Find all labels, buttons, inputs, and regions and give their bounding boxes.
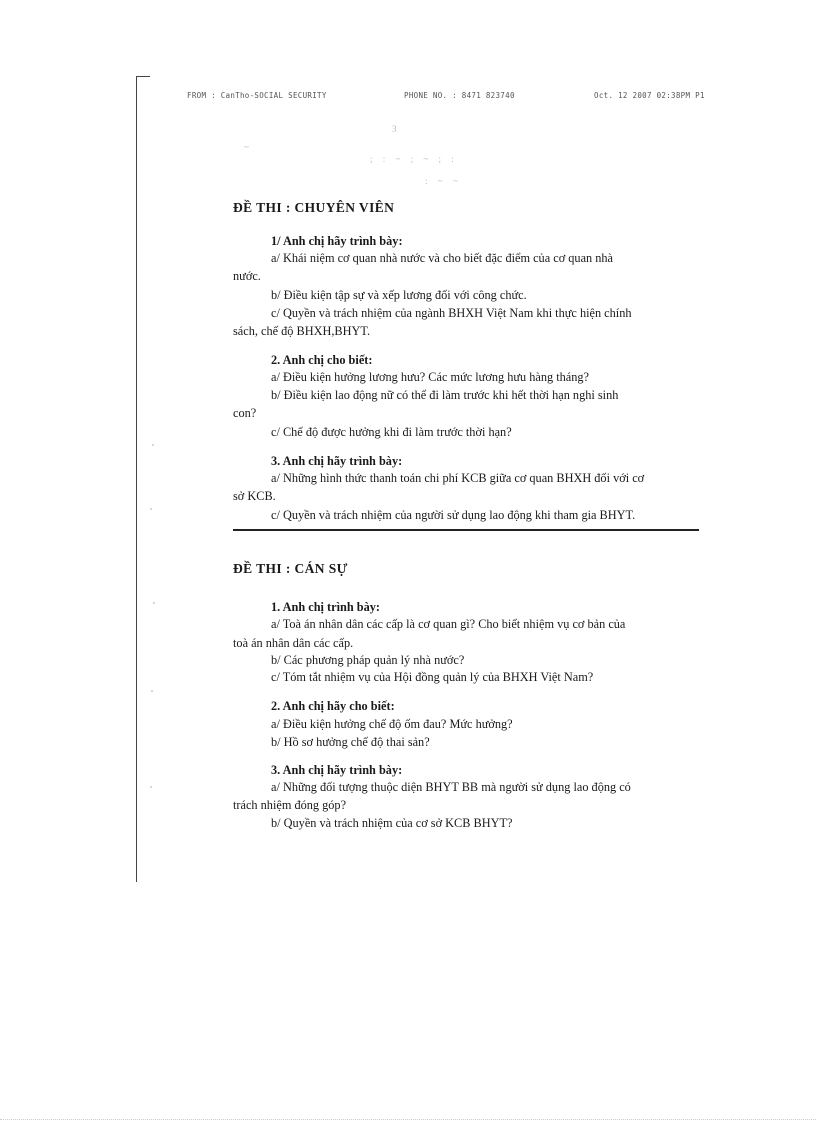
scan-bottom-edge	[0, 1119, 816, 1121]
question-heading: 3. Anh chị hãy trình bày:	[271, 763, 403, 777]
scan-speck	[152, 444, 154, 446]
question-line: a/ Những đối tượng thuộc diện BHYT BB mà người sử dụng lao động có	[271, 780, 631, 794]
scan-speck	[153, 602, 155, 604]
scan-page-corner	[136, 76, 150, 77]
question-line: a/ Khái niệm cơ quan nhà nước và cho biết đặc điểm của cơ quan nhà	[271, 251, 614, 265]
question-heading: 3. Anh chị hãy trình bày:	[271, 454, 403, 468]
section-divider	[233, 529, 699, 531]
question-heading: 1. Anh chị trình bày:	[271, 600, 380, 614]
question-line: c/ Chế độ được hưởng khi đi làm trước thời hạn?	[271, 425, 512, 439]
question-line: a/ Điều kiện hưởng chế độ ốm đau? Mức hưởng?	[271, 717, 513, 731]
scan-noise: ; : ~ ; ~ ; :	[370, 154, 458, 164]
question-line: b/ Quyền và trách nhiệm của cơ sở KCB BHYT?	[271, 816, 513, 830]
scan-speck	[151, 690, 153, 692]
scan-page-edge	[136, 76, 137, 882]
fax-date: Oct. 12 2007 02:38PM P1	[594, 91, 705, 100]
question-heading: 2. Anh chị hãy cho biết:	[271, 699, 395, 713]
question-heading: 2. Anh chị cho biết:	[271, 353, 373, 367]
fax-from: FROM : CanTho-SOCIAL SECURITY	[187, 91, 327, 100]
scan-noise: 3	[392, 124, 397, 134]
fax-phone: PHONE NO. : 8471 823740	[404, 91, 515, 100]
question-line: con?	[233, 406, 257, 420]
scan-speck	[150, 508, 152, 510]
question-line: nước.	[233, 269, 261, 283]
exam-title-can-su: ĐỀ THI : CÁN SỰ	[233, 561, 348, 576]
question-line: trách nhiệm đóng góp?	[233, 798, 347, 812]
question-line: a/ Điều kiện hưởng lương hưu? Các mức lương hưu hàng tháng?	[271, 370, 590, 384]
question-line: b/ Điều kiện tập sự và xếp lương đối với công chức.	[271, 288, 527, 302]
question-heading: 1/ Anh chị hãy trình bày:	[271, 234, 403, 248]
question-line: b/ Điều kiện lao động nữ có thể đi làm trước khi hết thời hạn nghỉ sinh	[271, 388, 619, 402]
question-line: a/ Toà án nhân dân các cấp là cơ quan gì? Cho biết nhiệm vụ cơ bản của	[271, 617, 626, 631]
scan-noise: ~	[244, 142, 249, 152]
exam-title-chuyen-vien: ĐỀ THI : CHUYÊN VIÊN	[233, 200, 395, 215]
question-line: c/ Tóm tắt nhiệm vụ của Hội đồng quản lý của BHXH Việt Nam?	[271, 670, 594, 684]
scan-noise: : ~ ~	[425, 176, 462, 186]
question-line: c/ Quyền và trách nhiệm của người sử dụng lao động khi tham gia BHYT.	[271, 508, 636, 522]
question-line: b/ Hồ sơ hưởng chế độ thai sản?	[271, 735, 430, 749]
question-line: b/ Các phương pháp quản lý nhà nước?	[271, 653, 465, 667]
scan-speck	[150, 786, 152, 788]
question-line: c/ Quyền và trách nhiệm của ngành BHXH Việt Nam khi thực hiện chính	[271, 306, 632, 320]
question-line: sách, chế độ BHXH,BHYT.	[233, 324, 371, 338]
question-line: a/ Những hình thức thanh toán chi phí KCB giữa cơ quan BHXH đối với cơ	[271, 471, 645, 485]
question-line: toà án nhân dân các cấp.	[233, 636, 354, 650]
question-line: sở KCB.	[233, 489, 276, 503]
